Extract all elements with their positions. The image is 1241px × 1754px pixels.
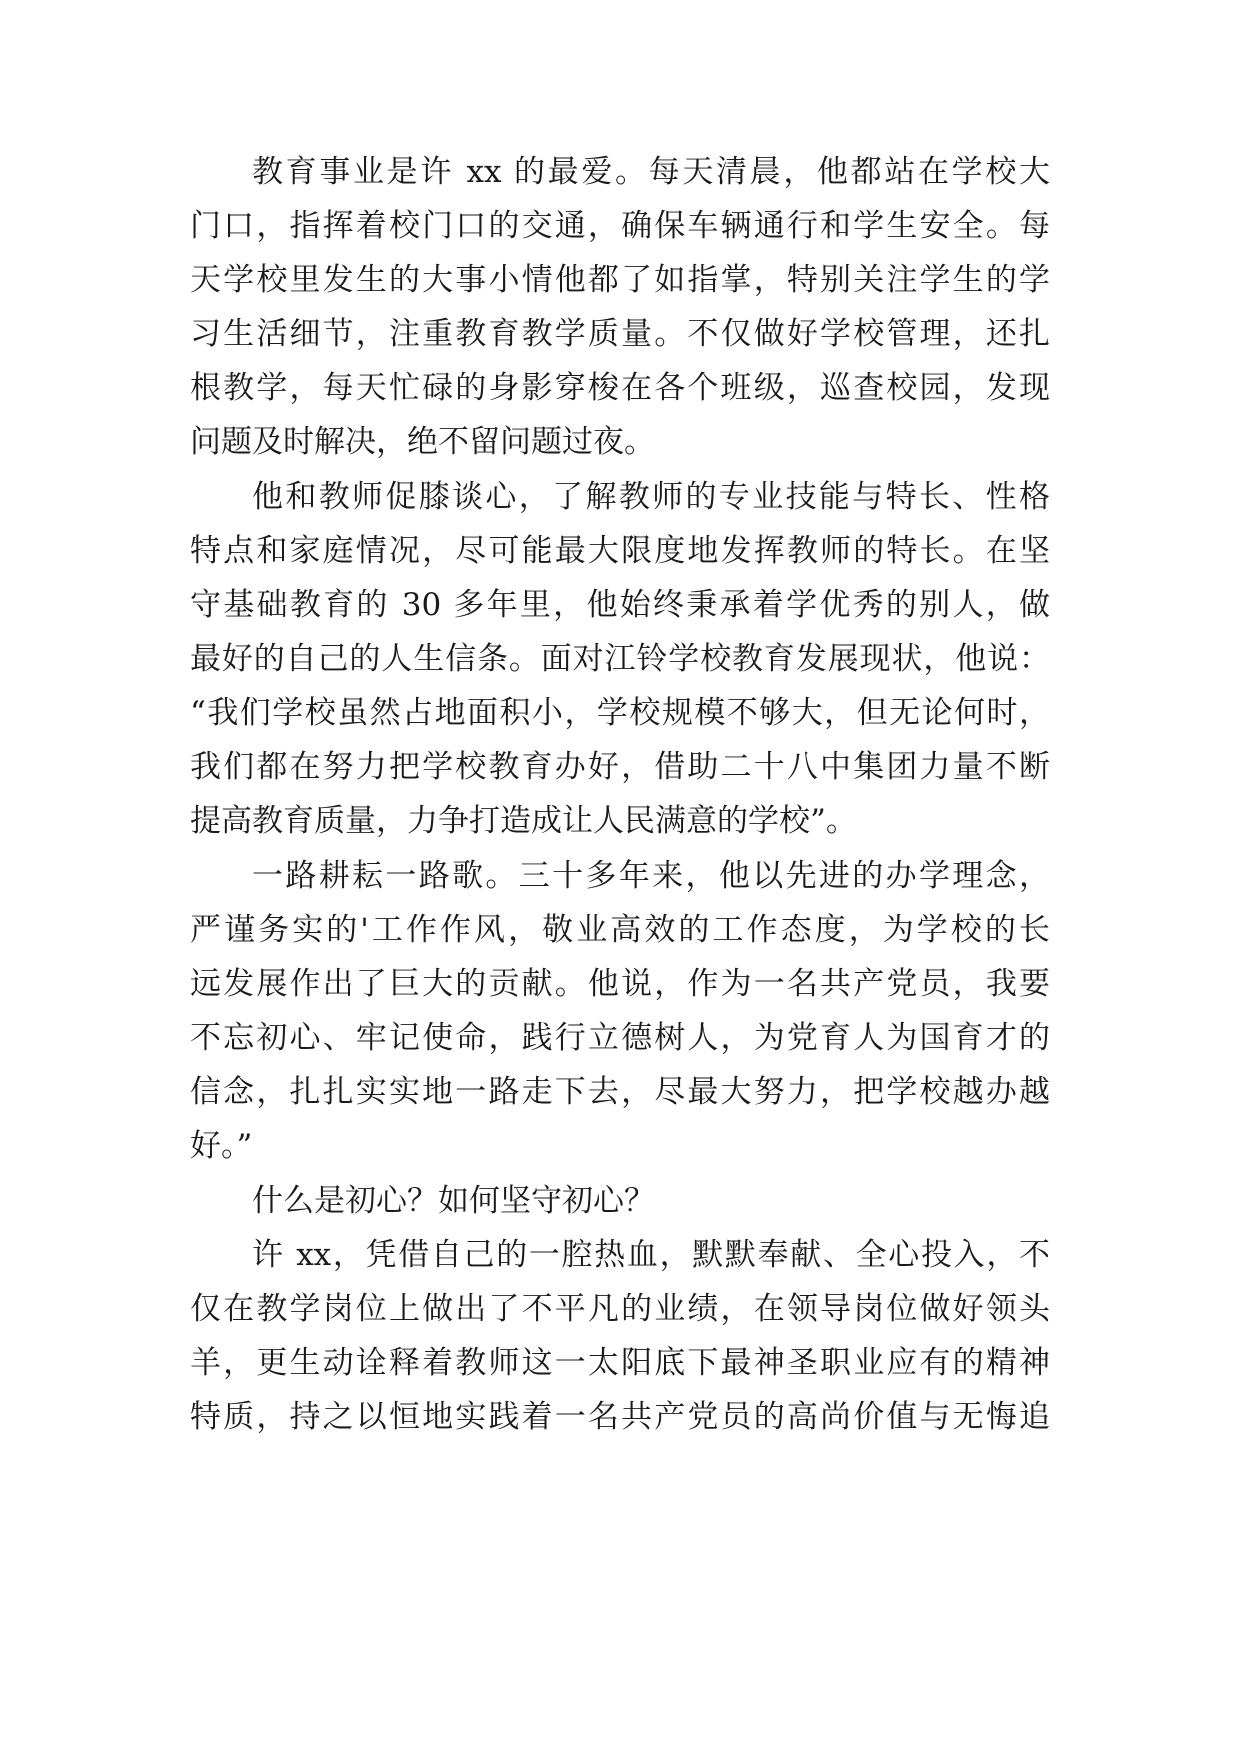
text-line: 严谨务实的'工作作风，敬业高效的工作态度，为学校的长 xyxy=(190,912,1050,948)
text-line: 一路耕耘一路歌。三十多年来，他以先进的办学理念， xyxy=(252,858,1050,894)
text-line: 最好的自己的人生信条。面对江铃学校教育发展现状，他说： xyxy=(190,641,1050,677)
text-line: 许 xx，凭借自己的一腔热血，默默奉献、全心投入，不 xyxy=(252,1237,1050,1273)
text-line: 远发展作出了巨大的贡献。他说，作为一名共产党员，我要 xyxy=(190,966,1050,1002)
text-line: 好。” xyxy=(190,1128,253,1164)
text-line: 守基础教育的 30 多年里，他始终秉承着学优秀的别人，做 xyxy=(190,587,1050,623)
text-line: 天学校里发生的大事小情他都了如指掌，特别关注学生的学 xyxy=(190,262,1050,298)
text-line: 问题及时解决，绝不留问题过夜。 xyxy=(190,424,655,460)
text-line: 特质，持之以恒地实践着一名共产党员的高尚价值与无悔追 xyxy=(190,1399,1050,1435)
text-line: 羊，更生动诠释着教师这一太阳底下最神圣职业应有的精神 xyxy=(190,1345,1050,1381)
text-line: “我们学校虽然占地面积小，学校规模不够大，但无论何时， xyxy=(190,695,1050,731)
text-line: 信念，扎扎实实地一路走下去，尽最大努力，把学校越办越 xyxy=(190,1074,1050,1110)
text-line: 什么是初心？如何坚守初心？ xyxy=(252,1183,655,1219)
text-line: 提高教育质量，力争打造成让人民满意的学校”。 xyxy=(190,803,857,839)
text-line: 仅在教学岗位上做出了不平凡的业绩，在领导岗位做好领头 xyxy=(190,1291,1050,1327)
text-line: 根教学，每天忙碌的身影穿梭在各个班级，巡查校园，发现 xyxy=(190,370,1050,406)
text-line: 不忘初心、牢记使命，践行立德树人，为党育人为国育才的 xyxy=(190,1020,1050,1056)
text-line: 门口，指挥着校门口的交通，确保车辆通行和学生安全。每 xyxy=(190,208,1050,244)
text-line: 他和教师促膝谈心，了解教师的专业技能与特长、性格 xyxy=(252,479,1050,515)
text-line: 教育事业是许 xx 的最爱。每天清晨，他都站在学校大 xyxy=(252,154,1050,190)
text-line: 习生活细节，注重教育教学质量。不仅做好学校管理，还扎 xyxy=(190,316,1050,352)
text-line: 我们都在努力把学校教育办好，借助二十八中集团力量不断 xyxy=(190,749,1050,785)
text-line: 特点和家庭情况，尽可能最大限度地发挥教师的特长。在坚 xyxy=(190,533,1050,569)
